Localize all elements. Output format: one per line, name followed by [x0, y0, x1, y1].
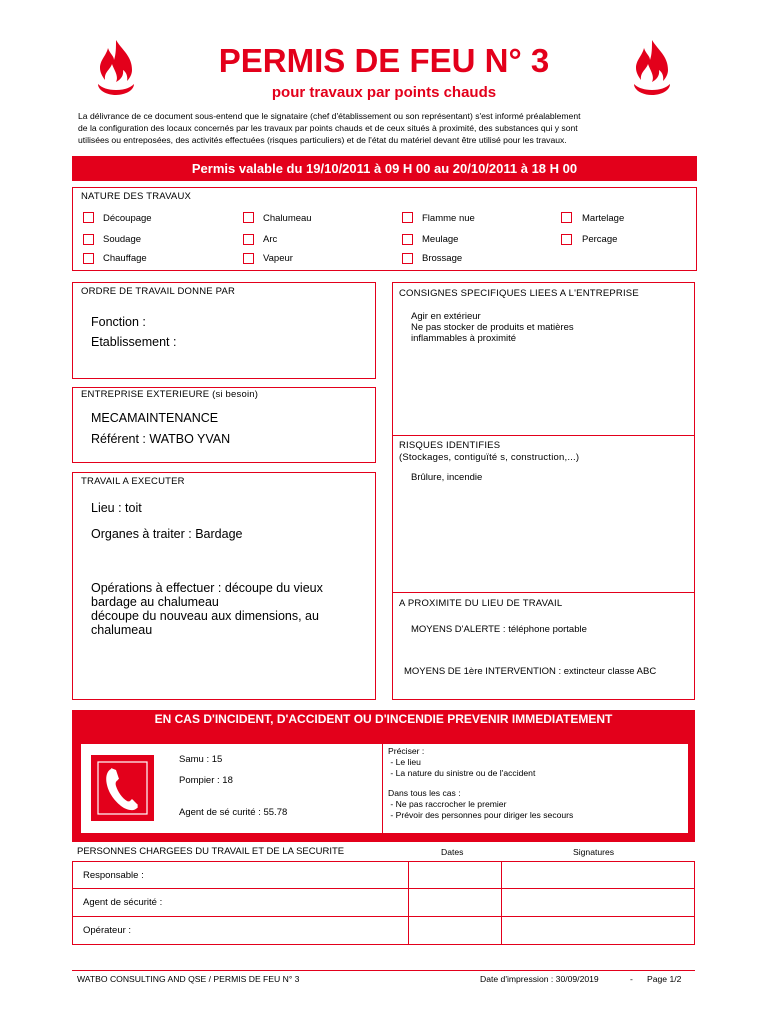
lieu-field: Lieu : toit: [91, 501, 142, 515]
organes-field: Organes à traiter : Bardage: [91, 527, 243, 541]
checkbox-label: Découpage: [103, 213, 152, 224]
signature-cell[interactable]: [502, 889, 695, 917]
checkbox-label: Brossage: [422, 253, 463, 264]
footer-rule: [72, 970, 695, 971]
footer-separator: -: [630, 974, 633, 984]
consignes-line: inflammables à proximité: [411, 333, 517, 344]
alerte-field: MOYENS D'ALERTE : téléphone portable: [411, 624, 587, 635]
date-cell[interactable]: [409, 889, 502, 917]
preciser-text: [388, 746, 535, 779]
row-label: Agent de sécurité :: [73, 889, 409, 917]
risques-subheading: (Stockages, contiguïté s, construction,...): [399, 452, 580, 463]
incident-content: [81, 744, 688, 833]
operations-line: bardage au chalumeau: [91, 595, 219, 609]
checkbox-arc[interactable]: [243, 234, 254, 245]
referent-field: Référent : WATBO YVAN: [91, 432, 231, 446]
intro-line: utilisées ou entreposées, des activités effectuées (risques particuliers) et de l'état du matériel devant être utilisé pour les travaux.: [78, 135, 567, 145]
tous-text: [388, 788, 573, 821]
checkbox-label: Flamme nue: [422, 213, 475, 224]
col-signatures: Signatures: [573, 847, 615, 857]
travail-section: [72, 472, 376, 700]
agent-securite-field: Agent de sé curité : 55.78: [179, 807, 288, 818]
preciser-line: - La nature du sinistre ou de l'accident: [388, 768, 536, 778]
consignes-line: Ne pas stocker de produits et matières: [411, 322, 574, 333]
checkbox-brossage[interactable]: [402, 253, 413, 264]
operations-field: [91, 581, 323, 637]
table-row: [73, 917, 695, 945]
checkbox-label: Chauffage: [103, 253, 147, 264]
nature-heading: NATURE DES TRAVAUX: [81, 191, 192, 202]
divider: [393, 435, 694, 436]
signature-cell[interactable]: [502, 862, 695, 889]
fonction-field: Fonction :: [91, 315, 146, 329]
operations-line: chalumeau: [91, 623, 153, 637]
tous-line: - Ne pas raccrocher le premier: [388, 799, 507, 809]
col-dates: Dates: [441, 847, 464, 857]
entreprise-name: MECAMAINTENANCE: [91, 411, 219, 425]
nature-section: [72, 187, 697, 271]
pompier-field: Pompier : 18: [179, 775, 233, 786]
page-title: PERMIS DE FEU N° 3: [218, 42, 550, 79]
ordre-heading: ORDRE DE TRAVAIL DONNE PAR: [81, 286, 236, 297]
right-column: [392, 282, 695, 700]
tous-line: - Prévoir des personnes pour diriger les secours: [388, 810, 574, 820]
preciser-line: - Le lieu: [388, 757, 421, 767]
incident-heading: EN CAS D'INCIDENT, D'ACCIDENT OU D'INCENDIE PREVENIR IMMEDIATEMENT: [154, 712, 613, 726]
entreprise-section: [72, 387, 376, 463]
proximite-heading: A PROXIMITE DU LIEU DE TRAVAIL: [399, 598, 563, 609]
etablissement-field: Etablissement :: [91, 335, 177, 349]
validity-banner: [72, 156, 697, 181]
checkbox-martelage[interactable]: [561, 212, 572, 223]
row-label: Responsable :: [73, 862, 409, 889]
personnes-heading: PERSONNES CHARGEES DU TRAVAIL ET DE LA SECURITE: [77, 846, 345, 857]
consignes-line: Agir en extérieur: [411, 311, 481, 322]
checkbox-chauffage[interactable]: [83, 253, 94, 264]
checkbox-flamme-nue[interactable]: [402, 212, 413, 223]
checkbox-decoupage[interactable]: [83, 212, 94, 223]
incident-section: [72, 710, 695, 842]
signatures-table: [72, 861, 695, 945]
divider: [393, 592, 694, 593]
operations-line: découpe du nouveau aux dimensions, au: [91, 609, 319, 623]
footer-left: WATBO CONSULTING AND QSE / PERMIS DE FEU N° 3: [77, 974, 300, 984]
checkbox-label: Soudage: [103, 234, 142, 245]
date-cell[interactable]: [409, 862, 502, 889]
ordre-section: [72, 282, 376, 379]
page-subtitle: pour travaux par points chauds: [271, 84, 497, 101]
checkbox-label: Meulage: [422, 234, 459, 245]
tous-title: Dans tous les cas :: [388, 788, 461, 798]
risques-heading: RISQUES IDENTIFIES: [399, 440, 501, 451]
travail-heading: TRAVAIL A EXECUTER: [81, 476, 185, 487]
checkbox-soudage[interactable]: [83, 234, 94, 245]
checkbox-meulage[interactable]: [402, 234, 413, 245]
validity-text: Permis valable du 19/10/2011 à 09 H 00 au 20/10/2011 à 18 H 00: [191, 161, 578, 176]
checkbox-label: Arc: [263, 234, 278, 245]
intro-text: [78, 110, 698, 146]
table-row: [73, 862, 695, 889]
checkbox-label: Percage: [582, 234, 618, 245]
footer-date: Date d'impression : 30/09/2019: [480, 974, 599, 984]
table-row: [73, 889, 695, 917]
incident-divider: [382, 744, 383, 833]
telephone-icon: [91, 755, 154, 821]
row-label: Opérateur :: [73, 917, 409, 945]
risques-value: Brûlure, incendie: [411, 472, 483, 483]
intervention-field: MOYENS DE 1ère INTERVENTION : extincteur classe ABC: [404, 666, 657, 677]
preciser-title: Préciser :: [388, 746, 425, 756]
signature-cell[interactable]: [502, 917, 695, 945]
checkbox-label: Vapeur: [263, 253, 293, 264]
entreprise-heading: ENTREPRISE EXTERIEURE (si besoin): [81, 389, 259, 400]
checkbox-label: Martelage: [582, 213, 625, 224]
consignes-heading: CONSIGNES SPECIFIQUES LIEES A L'ENTREPRISE: [399, 288, 639, 299]
checkbox-chalumeau[interactable]: [243, 212, 254, 223]
date-cell[interactable]: [409, 917, 502, 945]
checkbox-vapeur[interactable]: [243, 253, 254, 264]
footer-page: Page 1/2: [647, 974, 682, 984]
intro-line: de la configuration des locaux concernés par les travaux par points chauds et de ceux situés à proximité, des substances qui y sont: [78, 123, 578, 133]
samu-field: Samu : 15: [179, 754, 223, 765]
operations-line: Opérations à effectuer : découpe du vieux: [91, 581, 323, 595]
checkbox-label: Chalumeau: [263, 213, 312, 224]
checkbox-percage[interactable]: [561, 234, 572, 245]
consignes-text: [411, 311, 574, 344]
intro-line: La délivrance de ce document sous-entend que le signataire (chef d'établissement ou son représentant) s'est informé préalablement: [78, 111, 581, 121]
